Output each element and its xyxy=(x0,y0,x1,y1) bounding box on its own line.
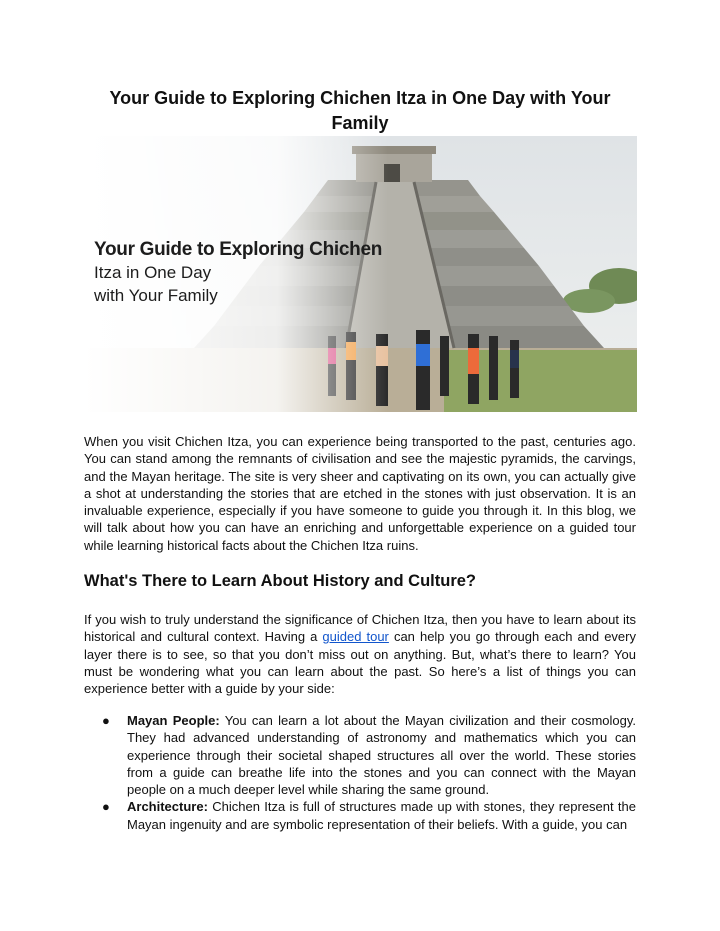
hero-caption xyxy=(94,238,382,307)
guided-tour-link[interactable]: guided tour xyxy=(322,629,389,645)
section-heading: What's There to Learn About History and Culture? xyxy=(84,572,476,590)
list-item-text: Chichen Itza is full of structures made up with stones, they represent the Mayan ingenuity and are symbolic representation of their beliefs. With a guide, you can xyxy=(127,799,636,832)
section-paragraph xyxy=(84,611,636,697)
intro-paragraph: When you visit Chichen Itza, you can experience being transported to the past, centuries ago. You can stand among the remnants of civilisation and see the majestic pyramids, the carvings, and the Mayan heritage. The site is very sheer and captivating on its own, you can actually give a shot at understanding the stories that are etched in the stones with just observation. It is an invaluable experience, especially if you have someone to guide you through it. In this blog, we will talk about how you can have an enriching and unforgettable experience on a guided tour while learning historical facts about the Chichen Itza ruins. xyxy=(84,434,636,553)
list-item-text: You can learn a lot about the Mayan civilization and their cosmology. They had advanced understanding of astronomy and mathematics which you can experience through their societal shaped structures all over the world. These stories from a guide can breathe life into the stones and you can connect with the Mayan people on a much deeper level while sharing the same ground. xyxy=(127,713,637,798)
section-text-after-link: can help you go through each and every layer there is to see, so that you don’t miss out on anything. But, what’s there to learn? You must be wondering what you can learn about the past. So here’s a list of things you can experience better with a guide by your side: xyxy=(84,629,636,697)
bullet-icon: ● xyxy=(102,713,110,728)
bullet-list xyxy=(84,712,636,833)
bullet-icon: ● xyxy=(102,799,110,815)
list-item xyxy=(84,712,636,798)
hero-caption-line1: Your Guide to Exploring Chichen xyxy=(94,239,383,260)
hero-caption-line3: with Your Family xyxy=(94,286,218,305)
list-item xyxy=(84,798,636,833)
list-item-label: Mayan People: xyxy=(127,713,220,728)
page-title: Your Guide to Exploring Chichen Itza in One Day with Your Family xyxy=(109,88,611,133)
hero-caption-line2: Itza in One Day xyxy=(94,263,212,282)
hero-image xyxy=(84,136,637,412)
list-item-label: Architecture: xyxy=(127,799,208,815)
section-text-before-link: If you wish to truly understand the significance of Chichen Itza, then you have to learn about its historical and cultural context. Having a xyxy=(84,612,636,645)
